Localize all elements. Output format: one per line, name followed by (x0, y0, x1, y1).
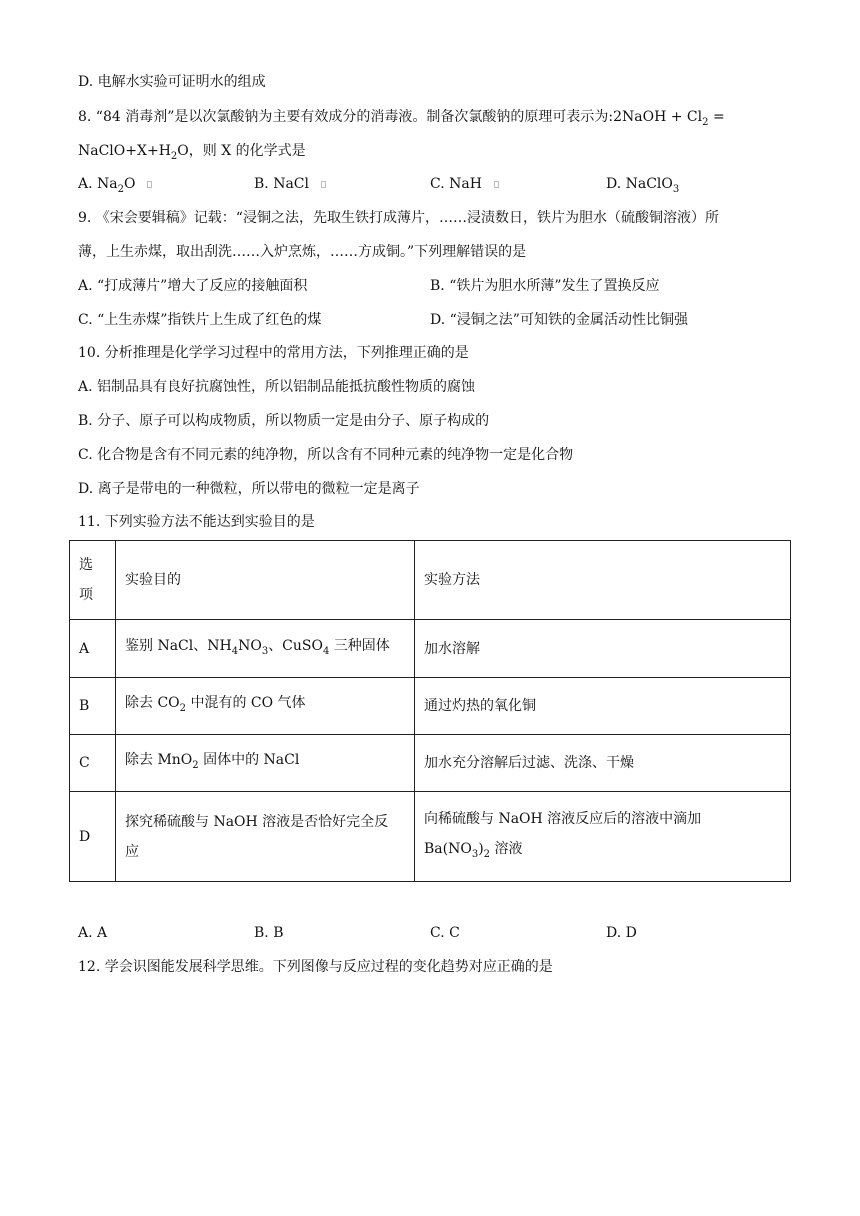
question-12-stem: 12. 学会识图能发展科学思维。下列图像与反应过程的变化趋势对应正确的是 (78, 959, 553, 975)
q10-option-a: A. 铝制品具有良好抗腐蚀性，所以铝制品能抵抗酸性物质的腐蚀 (78, 379, 476, 395)
placeholder-mark-icon (321, 181, 326, 188)
q9-option-c: C. “上生赤煤”指铁片上生成了红色的煤 (78, 312, 322, 328)
question-11-options (78, 923, 778, 943)
question-10-stem: 10. 分析推理是化学学习过程中的常用方法，下列推理正确的是 (78, 345, 469, 361)
table-row: D 探究稀硫酸与 NaOH 溶液是否恰好完全反 应 向稀硫酸与 NaOH 溶液反应后的溶液中滴加 $Ba(NO_3)_2$ 溶液 (70, 792, 791, 882)
q10-option-c: C. 化合物是含有不同元素的纯净物，所以含有不同种元素的纯净物一定是化合物 (78, 447, 574, 463)
q11-option-b: B. B (254, 925, 284, 941)
question-8-stem-cont: $NaClO+X+H_2O$，则 X 的化学式是 (78, 143, 306, 162)
question-9-options-row1 (78, 276, 778, 296)
table-row: A 鉴别 NaCl、$NH_4NO_3$、CuSO$_4$ 三种固体 加水溶解 (70, 620, 791, 678)
question-8-options (78, 174, 778, 194)
q10-option-d: D. 离子是带电的一种微粒，所以带电的微粒一定是离子 (78, 481, 420, 497)
q8-option-b: B. NaCl (254, 174, 326, 194)
q9-option-a: A. “打成薄片”增大了反应的接触面积 (78, 278, 308, 294)
q9-option-b: B. “铁片为胆水所薄”发生了置换反应 (430, 278, 660, 294)
question-9-stem-cont: 薄，上生赤煤，取出刮洗……入炉烹炼，……方成铜。”下列理解错误的是 (78, 244, 527, 260)
header-option: 选 项 (70, 541, 116, 620)
table-row: B 除去 $CO_2$ 中混有的 CO 气体 通过灼热的氧化铜 (70, 678, 791, 735)
question-8-stem: 8. “84 消毒剂”是以次氯酸钠为主要有效成分的消毒液。制备次氯酸钠的原理可表示为:2NaOH + $Cl_2$ = (78, 109, 725, 128)
q7-option-d: D. 电解水实验可证明水的组成 (78, 74, 266, 90)
header-method: 实验方法 (415, 541, 791, 620)
question-9-options-row2 (78, 310, 778, 330)
placeholder-mark-icon (147, 181, 152, 188)
q10-option-b: B. 分子、原子可以构成物质，所以物质一定是由分子、原子构成的 (78, 413, 490, 429)
q8-option-c: C. NaH (430, 174, 499, 194)
table-row: C 除去 MnO$_2$ 固体中的 NaCl 加水充分溶解后过滤、洗涤、干燥 (70, 735, 791, 792)
question-11-stem: 11. 下列实验方法不能达到实验目的是 (78, 514, 315, 530)
q8-option-a: A. $Na_2O$ (78, 174, 152, 200)
q9-option-d: D. “浸铜之法”可知铁的金属活动性比铜强 (430, 312, 688, 328)
question-9-stem: 9. 《宋会要辑稿》记载：“浸铜之法，先取生铁打成薄片，……浸渍数日，铁片为胆水（硫酸铜溶液）所 (78, 210, 719, 226)
q11-option-d: D. D (606, 925, 637, 941)
placeholder-mark-icon (494, 181, 499, 188)
q11-option-c: C. C (430, 925, 460, 941)
q8-option-d: D. NaClO$_3$ (606, 176, 680, 195)
header-goal: 实验目的 (116, 541, 415, 620)
q11-option-a: A. A (78, 925, 108, 941)
experiment-table (69, 540, 791, 882)
table-header-row (70, 541, 791, 620)
